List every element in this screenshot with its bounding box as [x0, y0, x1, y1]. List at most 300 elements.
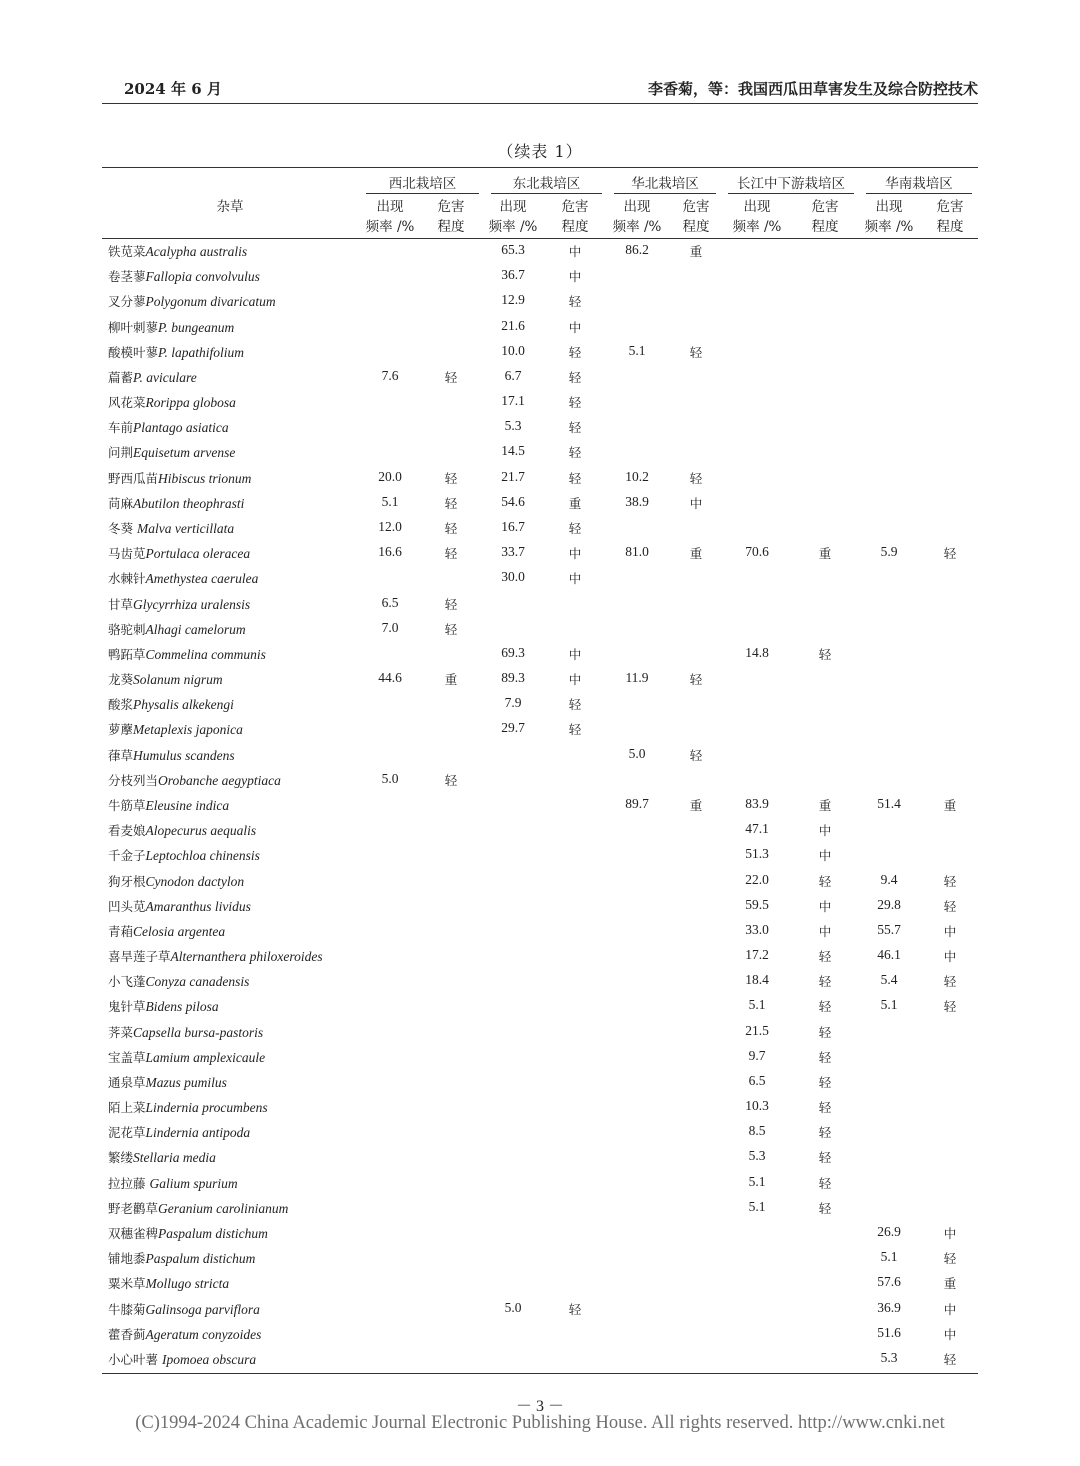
weed-scientific-name: Hibiscus trionum	[158, 470, 252, 486]
weed-chinese-name: 铺地黍	[108, 1251, 146, 1267]
weed-scientific-name: Plantago asiatica	[133, 420, 229, 436]
weed-chinese-name: 野西瓜苗	[108, 470, 159, 486]
weed-scientific-name: Galium spurium	[149, 1175, 238, 1191]
frequency-cell: 10.0	[501, 342, 525, 358]
weed-chinese-name: 牛筋草	[108, 797, 146, 813]
weed-scientific-name: Fallopia convolvulus	[145, 269, 260, 285]
frequency-cell: 17.1	[501, 393, 525, 409]
weed-chinese-name: 马齿苋	[108, 546, 146, 562]
weed-name	[108, 569, 258, 587]
severity-cell: 轻	[568, 369, 582, 385]
weed-chinese-name: 千金子	[108, 848, 146, 864]
frequency-cell: 44.6	[378, 670, 402, 686]
frequency-cell: 6.5	[381, 594, 399, 610]
frequency-cell: 10.2	[625, 468, 649, 484]
weed-scientific-name: Galinsoga parviflora	[145, 1301, 260, 1317]
table-bottom-rule	[102, 1373, 978, 1374]
weed-scientific-name: Alhagi camelorum	[145, 621, 246, 637]
weed-scientific-name: P. aviculare	[133, 369, 197, 385]
severity-cell: 轻	[943, 1251, 957, 1267]
weed-scientific-name: Equisetum arvense	[133, 445, 236, 461]
table-caption: （续表 1）	[497, 142, 583, 161]
weed-scientific-name: Commelina communis	[145, 646, 266, 662]
frequency-cell: 21.5	[745, 1022, 769, 1038]
severity-cell: 中	[943, 1301, 957, 1317]
severity-header: 危害	[437, 199, 465, 215]
weed-chinese-name: 冬葵	[108, 520, 137, 536]
weed-name	[108, 846, 260, 864]
severity-cell: 重	[818, 797, 832, 813]
frequency-cell: 7.9	[504, 695, 522, 711]
weed-column-header: 杂草	[216, 199, 244, 215]
severity-cell: 中	[943, 1326, 957, 1342]
weed-name	[108, 267, 260, 285]
frequency-cell: 22.0	[745, 871, 769, 887]
weed-scientific-name: Paspalum distichum	[158, 1226, 268, 1242]
region-underline	[614, 193, 716, 194]
severity-cell: 轻	[818, 1175, 832, 1191]
severity-cell: 中	[818, 848, 832, 864]
severity-cell: 轻	[568, 395, 582, 411]
weed-name	[108, 947, 323, 965]
frequency-cell: 89.3	[501, 670, 525, 686]
severity-header: 程度	[811, 219, 839, 235]
weed-name	[108, 343, 244, 361]
frequency-cell: 30.0	[501, 569, 525, 585]
severity-cell: 中	[818, 923, 832, 939]
region-underline	[866, 193, 972, 194]
frequency-cell: 57.6	[877, 1274, 901, 1290]
severity-cell: 重	[568, 495, 582, 511]
weed-name	[108, 670, 223, 688]
frequency-cell: 54.6	[501, 493, 525, 509]
weed-name	[108, 242, 247, 260]
frequency-cell: 14.5	[501, 443, 525, 459]
frequency-cell: 16.7	[501, 518, 525, 534]
frequency-cell: 5.1	[628, 342, 646, 358]
weed-chinese-name: 鸭跖草	[108, 646, 146, 662]
weed-chinese-name: 酸浆	[108, 697, 134, 713]
weed-name	[108, 695, 234, 713]
severity-cell: 轻	[943, 898, 957, 914]
severity-cell: 轻	[943, 974, 957, 990]
weed-scientific-name: Cynodon dactylon	[145, 873, 245, 889]
weed-scientific-name: Conyza canadensis	[145, 974, 250, 990]
weed-scientific-name: P. lapathifolium	[158, 344, 245, 360]
frequency-cell: 26.9	[877, 1224, 901, 1240]
severity-cell: 重	[689, 797, 703, 813]
severity-header: 危害	[811, 199, 839, 215]
severity-cell: 重	[818, 546, 832, 562]
region-header: 华南栽培区	[885, 176, 953, 192]
weed-chinese-name: 风花菜	[108, 395, 146, 411]
frequency-cell: 5.9	[880, 544, 898, 560]
severity-cell: 中	[568, 546, 582, 562]
frequency-cell: 6.5	[748, 1072, 766, 1088]
weed-name	[108, 821, 256, 839]
weed-name	[108, 1123, 250, 1141]
frequency-cell: 29.8	[877, 896, 901, 912]
weed-name	[108, 1274, 229, 1292]
severity-cell: 中	[568, 319, 582, 335]
weed-name	[108, 544, 250, 562]
weed-chinese-name: 牛膝菊	[108, 1301, 146, 1317]
severity-cell: 轻	[818, 1100, 832, 1116]
weed-scientific-name: Lamium amplexicaule	[145, 1049, 266, 1065]
weed-chinese-name: 车前	[108, 420, 134, 436]
weed-name	[108, 972, 249, 990]
weed-chinese-name: 喜旱莲子草	[108, 949, 171, 965]
region-underline	[491, 193, 602, 194]
weed-chinese-name: 双穗雀稗	[108, 1226, 159, 1242]
weed-chinese-name: 通泉草	[108, 1074, 146, 1090]
weed-name	[108, 645, 266, 663]
frequency-cell: 16.6	[378, 544, 402, 560]
weed-name	[108, 796, 229, 814]
severity-cell: 轻	[818, 974, 832, 990]
severity-cell: 中	[943, 923, 957, 939]
weed-scientific-name: Alternanthera philoxeroides	[170, 949, 323, 965]
weed-chinese-name: 铁苋菜	[108, 244, 146, 259]
weed-name	[108, 1048, 265, 1066]
frequency-cell: 5.3	[748, 1148, 766, 1164]
weed-name	[108, 318, 234, 336]
region-header: 东北栽培区	[512, 176, 581, 192]
frequency-cell: 21.6	[501, 317, 525, 333]
frequency-header: 出现	[623, 199, 651, 215]
weed-name	[108, 393, 236, 411]
weed-scientific-name: Ageratum conyzoides	[145, 1326, 262, 1342]
weed-chinese-name: 繁缕	[108, 1150, 134, 1166]
weed-chinese-name: 看麦娘	[108, 823, 146, 839]
severity-cell: 轻	[568, 420, 582, 436]
frequency-cell: 47.1	[745, 821, 769, 837]
severity-cell: 轻	[943, 999, 957, 1015]
weed-scientific-name: Orobanche aegyptiaca	[158, 772, 281, 788]
weed-name	[108, 720, 243, 738]
weed-scientific-name: Polygonum divaricatum	[145, 294, 276, 310]
weed-name	[108, 1300, 260, 1318]
weed-name	[108, 771, 281, 789]
severity-cell: 轻	[444, 546, 458, 562]
severity-cell: 轻	[568, 294, 582, 310]
frequency-cell: 83.9	[745, 795, 769, 811]
article-title: 李香菊，等：我国西瓜田草害发生及综合防控技术	[647, 80, 978, 98]
severity-cell: 轻	[818, 949, 832, 965]
frequency-cell: 5.1	[880, 997, 898, 1013]
weed-name	[108, 897, 251, 915]
weed-chinese-name: 野老鹳草	[108, 1200, 159, 1216]
weed-chinese-name: 葎草	[108, 747, 134, 763]
weed-scientific-name: Amethystea caerulea	[145, 571, 259, 587]
weed-chinese-name: 凹头苋	[108, 898, 146, 914]
weed-scientific-name: Mollugo stricta	[145, 1276, 230, 1292]
weed-chinese-name: 萹蓄	[108, 369, 134, 385]
frequency-cell: 12.9	[501, 292, 525, 308]
frequency-cell: 9.4	[880, 871, 898, 887]
frequency-cell: 51.6	[877, 1324, 901, 1340]
weed-scientific-name: Mazus pumilus	[145, 1074, 227, 1090]
weed-chinese-name: 青葙	[108, 923, 134, 939]
weed-name	[108, 1148, 216, 1166]
frequency-cell: 51.3	[745, 846, 769, 862]
weed-name	[108, 922, 225, 940]
frequency-header: 出现	[376, 199, 404, 215]
frequency-cell: 10.3	[745, 1098, 769, 1114]
weed-chinese-name: 问荆	[108, 445, 134, 461]
region-underline	[366, 193, 479, 194]
severity-cell: 轻	[818, 1049, 832, 1065]
severity-cell: 重	[689, 546, 703, 562]
weed-chinese-name: 苘麻	[108, 495, 134, 511]
severity-cell: 轻	[568, 697, 582, 713]
frequency-cell: 5.3	[880, 1349, 898, 1365]
weed-chinese-name: 甘草	[108, 596, 134, 612]
frequency-header: 频率 /%	[612, 219, 662, 235]
weed-scientific-name: Lindernia procumbens	[145, 1100, 268, 1116]
severity-cell: 轻	[444, 495, 458, 511]
frequency-cell: 29.7	[501, 720, 525, 736]
weed-scientific-name: Abutilon theophrasti	[133, 495, 245, 511]
severity-cell: 轻	[818, 1074, 832, 1090]
frequency-cell: 5.1	[880, 1249, 898, 1265]
frequency-cell: 51.4	[877, 795, 901, 811]
severity-cell: 轻	[943, 873, 957, 889]
severity-cell: 轻	[568, 722, 582, 738]
frequency-cell: 5.1	[748, 1173, 766, 1189]
severity-header: 程度	[936, 219, 964, 235]
severity-cell: 轻	[444, 772, 458, 788]
weed-scientific-name: Lindernia antipoda	[145, 1125, 251, 1141]
severity-header: 危害	[561, 199, 589, 215]
severity-cell: 中	[943, 949, 957, 965]
header-rule	[102, 103, 978, 104]
frequency-header: 频率 /%	[864, 219, 914, 235]
severity-cell: 轻	[568, 470, 582, 486]
region-header: 西北栽培区	[388, 176, 457, 192]
weed-scientific-name: Geranium carolinianum	[158, 1200, 289, 1216]
severity-cell: 中	[689, 495, 703, 511]
weed-chinese-name: 小飞蓬	[108, 974, 146, 990]
weed-scientific-name: Amaranthus lividus	[145, 898, 251, 914]
severity-cell: 轻	[818, 1150, 832, 1166]
frequency-cell: 46.1	[877, 947, 901, 963]
severity-cell: 轻	[568, 344, 582, 360]
weed-scientific-name: Ipomoea obscura	[161, 1351, 257, 1367]
severity-cell: 重	[943, 1276, 957, 1292]
weed-chinese-name: 分枝列当	[108, 772, 159, 788]
weed-chinese-name: 酸模叶蓼	[108, 344, 159, 360]
severity-cell: 轻	[943, 1351, 957, 1367]
frequency-cell: 65.3	[501, 242, 525, 257]
weed-chinese-name: 水棘针	[108, 571, 146, 587]
severity-header: 危害	[936, 199, 964, 215]
weed-name	[108, 1023, 263, 1041]
weed-scientific-name: Stellaria media	[133, 1150, 216, 1166]
frequency-header: 出现	[743, 199, 771, 215]
weed-chinese-name: 叉分蓼	[108, 294, 146, 310]
severity-cell: 轻	[444, 369, 458, 385]
weed-name	[108, 997, 219, 1015]
frequency-cell: 5.1	[748, 997, 766, 1013]
frequency-header: 出现	[499, 199, 527, 215]
weed-name	[108, 368, 197, 386]
frequency-cell: 7.0	[381, 619, 399, 635]
severity-cell: 重	[943, 797, 957, 813]
severity-cell: 中	[568, 672, 582, 688]
issue-date: 2024 年 6 月	[124, 80, 222, 98]
frequency-cell: 21.7	[501, 468, 525, 484]
weed-scientific-name: Physalis alkekengi	[133, 697, 234, 713]
frequency-cell: 86.2	[625, 242, 649, 257]
weed-scientific-name: Bidens pilosa	[145, 999, 219, 1015]
weed-chinese-name: 荠菜	[108, 1024, 134, 1040]
weed-name	[108, 1224, 268, 1242]
weed-name	[108, 1325, 261, 1343]
weed-scientific-name: Glycyrrhiza uralensis	[133, 596, 251, 612]
weed-name	[108, 1199, 288, 1217]
frequency-header: 频率 /%	[732, 219, 782, 235]
frequency-cell: 9.7	[748, 1047, 766, 1063]
weed-chinese-name: 陌上菜	[108, 1100, 146, 1116]
severity-cell: 轻	[444, 621, 458, 637]
region-underline	[728, 193, 854, 194]
frequency-cell: 38.9	[625, 493, 649, 509]
frequency-cell: 36.9	[877, 1299, 901, 1315]
weed-name	[108, 1098, 268, 1116]
frequency-cell: 7.6	[381, 367, 399, 383]
weed-chinese-name: 粟米草	[108, 1276, 146, 1292]
frequency-cell: 69.3	[501, 644, 525, 660]
severity-cell: 轻	[818, 1200, 832, 1216]
severity-cell: 轻	[689, 747, 703, 763]
weed-name	[108, 1174, 238, 1192]
severity-cell: 中	[568, 571, 582, 587]
weed-name	[108, 872, 244, 890]
severity-cell: 轻	[818, 873, 832, 889]
frequency-header: 出现	[875, 199, 903, 215]
frequency-cell: 5.4	[880, 972, 898, 988]
frequency-cell: 70.6	[745, 544, 769, 560]
weed-scientific-name: Leptochloa chinensis	[145, 848, 260, 864]
severity-cell: 轻	[818, 1024, 832, 1040]
severity-cell: 中	[818, 898, 832, 914]
weed-scientific-name: Malva verticillata	[136, 520, 235, 536]
weed-chinese-name: 龙葵	[108, 672, 134, 688]
weed-name	[108, 620, 246, 638]
frequency-cell: 8.5	[748, 1123, 766, 1139]
frequency-cell: 17.2	[745, 947, 769, 963]
weed-scientific-name: Paspalum distichum	[145, 1251, 256, 1267]
weed-name	[108, 292, 276, 310]
frequency-cell: 5.0	[381, 770, 399, 786]
frequency-cell: 5.1	[381, 493, 399, 509]
frequency-cell: 5.0	[504, 1299, 522, 1315]
severity-cell: 轻	[689, 344, 703, 360]
table-top-rule	[102, 167, 978, 168]
severity-cell: 重	[444, 672, 458, 688]
weed-name	[108, 418, 229, 436]
weed-name	[108, 494, 244, 512]
table-header-rule	[102, 238, 978, 239]
frequency-cell: 33.0	[745, 921, 769, 937]
frequency-cell: 20.0	[378, 468, 402, 484]
severity-cell: 轻	[689, 672, 703, 688]
frequency-cell: 6.7	[504, 367, 522, 383]
weed-chinese-name: 藿香蓟	[108, 1326, 146, 1342]
frequency-cell: 89.7	[625, 795, 649, 811]
severity-header: 程度	[561, 219, 589, 235]
weed-chinese-name: 柳叶刺蓼	[108, 319, 159, 335]
severity-header: 程度	[682, 219, 710, 235]
severity-cell: 中	[818, 823, 832, 839]
weed-name	[108, 1249, 255, 1267]
frequency-header: 频率 /%	[365, 219, 415, 235]
severity-header: 程度	[437, 219, 465, 235]
weed-scientific-name: Humulus scandens	[133, 747, 235, 763]
severity-cell: 轻	[818, 1125, 832, 1141]
frequency-cell: 55.7	[877, 921, 901, 937]
severity-cell: 轻	[568, 445, 582, 461]
severity-cell: 轻	[568, 520, 582, 536]
severity-cell: 中	[943, 1226, 957, 1242]
frequency-cell: 33.7	[501, 544, 525, 560]
weed-name	[108, 1073, 227, 1091]
severity-cell: 轻	[444, 470, 458, 486]
weed-scientific-name: Acalypha australis	[145, 244, 248, 259]
weed-chinese-name: 泥花草	[108, 1125, 146, 1141]
frequency-header: 频率 /%	[488, 219, 538, 235]
severity-cell: 轻	[943, 546, 957, 562]
severity-cell: 轻	[568, 1301, 582, 1317]
frequency-cell: 59.5	[745, 896, 769, 912]
severity-cell: 轻	[444, 596, 458, 612]
weed-chinese-name: 萝藦	[108, 722, 134, 738]
frequency-cell: 18.4	[745, 972, 769, 988]
copyright-notice: (C)1994-2024 China Academic Journal Electronic Publishing House. All rights reserved. http://www.cnki.net	[135, 1413, 945, 1433]
weed-scientific-name: Eleusine indica	[145, 797, 230, 813]
weed-chinese-name: 拉拉藤	[108, 1175, 150, 1191]
page-number: － 3 －	[515, 1398, 564, 1415]
severity-cell: 轻	[818, 646, 832, 662]
weed-scientific-name: Celosia argentea	[133, 923, 226, 939]
frequency-cell: 5.1	[748, 1198, 766, 1214]
severity-cell: 轻	[444, 520, 458, 536]
weed-scientific-name: Solanum nigrum	[133, 672, 223, 688]
severity-cell: 中	[568, 646, 582, 662]
frequency-cell: 14.8	[745, 644, 769, 660]
weed-name	[108, 1350, 256, 1368]
running-header	[102, 78, 978, 100]
weed-name	[108, 746, 235, 764]
frequency-cell: 12.0	[378, 518, 402, 534]
severity-cell: 中	[568, 244, 582, 259]
region-header: 华北栽培区	[631, 176, 699, 192]
frequency-cell: 36.7	[501, 267, 525, 283]
weed-chinese-name: 小心叶薯	[108, 1351, 162, 1367]
weed-chinese-name: 宝盖草	[108, 1049, 146, 1065]
weed-name	[108, 443, 235, 461]
weed-scientific-name: P. bungeanum	[158, 319, 235, 335]
severity-header: 危害	[682, 199, 710, 215]
severity-cell: 中	[568, 269, 582, 285]
severity-cell: 轻	[818, 999, 832, 1015]
weed-name	[108, 469, 251, 487]
severity-cell: 轻	[689, 470, 703, 486]
weed-chinese-name: 狗牙根	[108, 873, 146, 889]
frequency-cell: 5.0	[628, 745, 646, 761]
weed-scientific-name: Capsella bursa-pastoris	[133, 1024, 264, 1040]
